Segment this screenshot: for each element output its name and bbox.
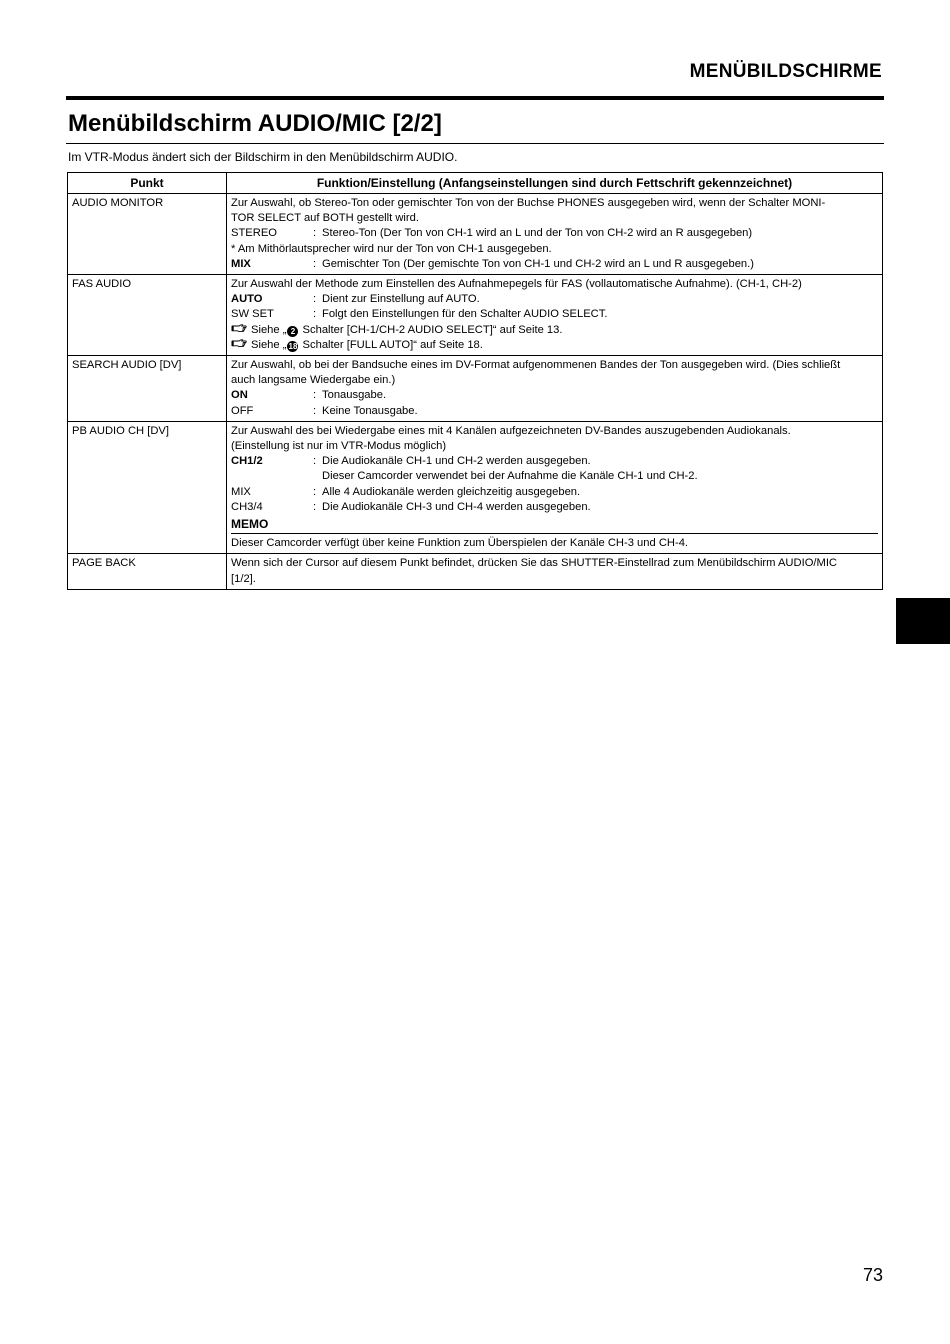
memo-heading: MEMO — [231, 517, 878, 534]
reference-prefix: Siehe „ — [251, 323, 287, 336]
reference-text — [251, 338, 483, 353]
description-text: Zur Auswahl, ob bei der Bandsuche eines im DV-Format aufgenommenen Bandes der Ton ausgegeben wird. (Dies schließt — [231, 359, 841, 372]
description-text: (Einstellung ist nur im VTR-Modus möglich) — [231, 440, 447, 453]
option-line — [231, 500, 878, 515]
option-line — [231, 454, 878, 484]
description-text: Zur Auswahl der Methode zum Einstellen des Aufnahmepegels für FAS (vollautomatische Aufnahme). (CH-1, CH-2) — [231, 278, 802, 291]
page-number: 73 — [862, 1265, 883, 1285]
row-function-cell — [227, 554, 883, 589]
column-header-function: Funktion/Einstellung (Anfangseinstellungen sind durch Fettschrift gekennzeichnet) — [227, 173, 883, 194]
table-row — [68, 275, 883, 356]
circled-number-badge: 2 — [287, 326, 298, 337]
note-text: * Am Mithörlautsprecher wird nur der Ton von CH-1 ausgegeben. — [231, 242, 552, 255]
option-description: Gemischter Ton (Der gemischte Ton von CH-1 und CH-2 wird an L und R ausgegeben.) — [322, 257, 754, 270]
table-header-row — [68, 173, 883, 194]
description-text: Zur Auswahl, ob Stereo-Ton oder gemischter Ton von der Buchse PHONES ausgegeben wird, wenn der Schalter MONI- — [231, 197, 826, 209]
column-header-item: Punkt — [68, 173, 227, 194]
page-reference — [231, 338, 878, 353]
page-reference — [231, 323, 878, 338]
table-row — [68, 194, 883, 275]
option-separator: : — [313, 404, 317, 417]
option-line — [231, 307, 878, 322]
reference-prefix: Siehe „ — [251, 338, 287, 351]
option-description: Folgt den Einstellungen für den Schalter AUDIO SELECT. — [322, 308, 608, 321]
option-line — [231, 404, 878, 419]
header-rule — [66, 96, 884, 100]
row-function-cell — [227, 275, 883, 356]
option-separator: : — [313, 455, 317, 468]
option-separator: : — [313, 293, 317, 306]
option-description: Keine Tonausgabe. — [322, 404, 418, 417]
reference-text — [251, 323, 562, 338]
option-description: Tonausgabe. — [322, 389, 387, 402]
option-description: Die Audiokanäle CH-3 und CH-4 werden ausgegeben. — [322, 500, 591, 513]
option-line — [231, 485, 878, 500]
description-text: Zur Auswahl des bei Wiedergabe eines mit 4 Kanälen aufgezeichneten DV-Bandes auszugebenden Audiokanals. — [231, 424, 791, 437]
row-function-cell — [227, 194, 883, 275]
description-text: TOR SELECT auf BOTH gestellt wird. — [231, 212, 419, 225]
option-line — [231, 292, 878, 307]
option-key-default: MIX — [231, 257, 251, 270]
hand-pointer-icon — [231, 338, 251, 353]
option-separator: : — [313, 227, 317, 240]
option-separator: : — [313, 500, 317, 513]
memo-text: Dieser Camcorder verfügt über keine Funktion zum Überspielen der Kanäle CH-3 und CH-4. — [231, 537, 689, 550]
chapter-tab-marker — [896, 598, 950, 644]
option-separator: : — [313, 308, 317, 321]
option-description: Alle 4 Audiokanäle werden gleichzeitig ausgegeben. — [322, 485, 581, 498]
page-title: Menübildschirm AUDIO/MIC [2/2] — [68, 110, 442, 137]
option-separator: : — [313, 257, 317, 270]
title-rule — [66, 143, 884, 144]
option-separator: : — [313, 485, 317, 498]
row-item-label: AUDIO MONITOR — [68, 194, 227, 275]
table-row — [68, 356, 883, 422]
row-item-label: PAGE BACK — [68, 554, 227, 589]
description-text: Wenn sich der Cursor auf diesem Punkt befindet, drücken Sie das SHUTTER-Einstellrad zum Menübildschirm AUDIO/MIC — [231, 557, 838, 570]
reference-suffix: Schalter [FULL AUTO]“ auf Seite 18. — [299, 338, 483, 351]
menu-settings-table — [67, 172, 883, 590]
option-key: OFF — [231, 404, 254, 417]
option-key: STEREO — [231, 227, 278, 240]
section-title: MENÜBILDSCHIRME — [689, 61, 882, 82]
option-line — [231, 226, 878, 241]
option-description: Stereo-Ton (Der Ton von CH-1 wird an L und der Ton von CH-2 wird an R ausgegeben) — [322, 227, 753, 240]
option-description: Dient zur Einstellung auf AUTO. — [322, 293, 480, 306]
option-description — [322, 454, 878, 484]
option-key-default: AUTO — [231, 293, 263, 306]
option-line — [231, 257, 878, 272]
row-item-label: PB AUDIO CH [DV] — [68, 421, 227, 554]
intro-text: Im VTR-Modus ändert sich der Bildschirm in den Menübildschirm AUDIO. — [68, 150, 458, 164]
row-item-label: FAS AUDIO — [68, 275, 227, 356]
table-row — [68, 554, 883, 589]
circled-number-badge: 18 — [288, 341, 298, 351]
table-row — [68, 421, 883, 554]
option-key-default: CH1/2 — [231, 455, 263, 468]
row-item-label: SEARCH AUDIO [DV] — [68, 356, 227, 422]
option-key: MIX — [231, 485, 251, 498]
row-function-cell — [227, 421, 883, 554]
option-separator: : — [313, 389, 317, 402]
description-text: [1/2]. — [231, 572, 256, 585]
option-key-default: ON — [231, 389, 248, 402]
option-key: SW SET — [231, 308, 274, 321]
description-text: auch langsame Wiedergabe ein.) — [231, 374, 396, 387]
option-description-line: Dieser Camcorder verwendet bei der Aufnahme die Kanäle CH-1 und CH-2. — [322, 470, 698, 483]
option-description-line: Die Audiokanäle CH-1 und CH-2 werden ausgegeben. — [322, 455, 591, 468]
row-function-cell — [227, 356, 883, 422]
option-line — [231, 388, 878, 403]
option-key: CH3/4 — [231, 500, 263, 513]
hand-pointer-icon — [231, 323, 251, 338]
reference-suffix: Schalter [CH-1/CH-2 AUDIO SELECT]“ auf Seite 13. — [299, 323, 563, 336]
